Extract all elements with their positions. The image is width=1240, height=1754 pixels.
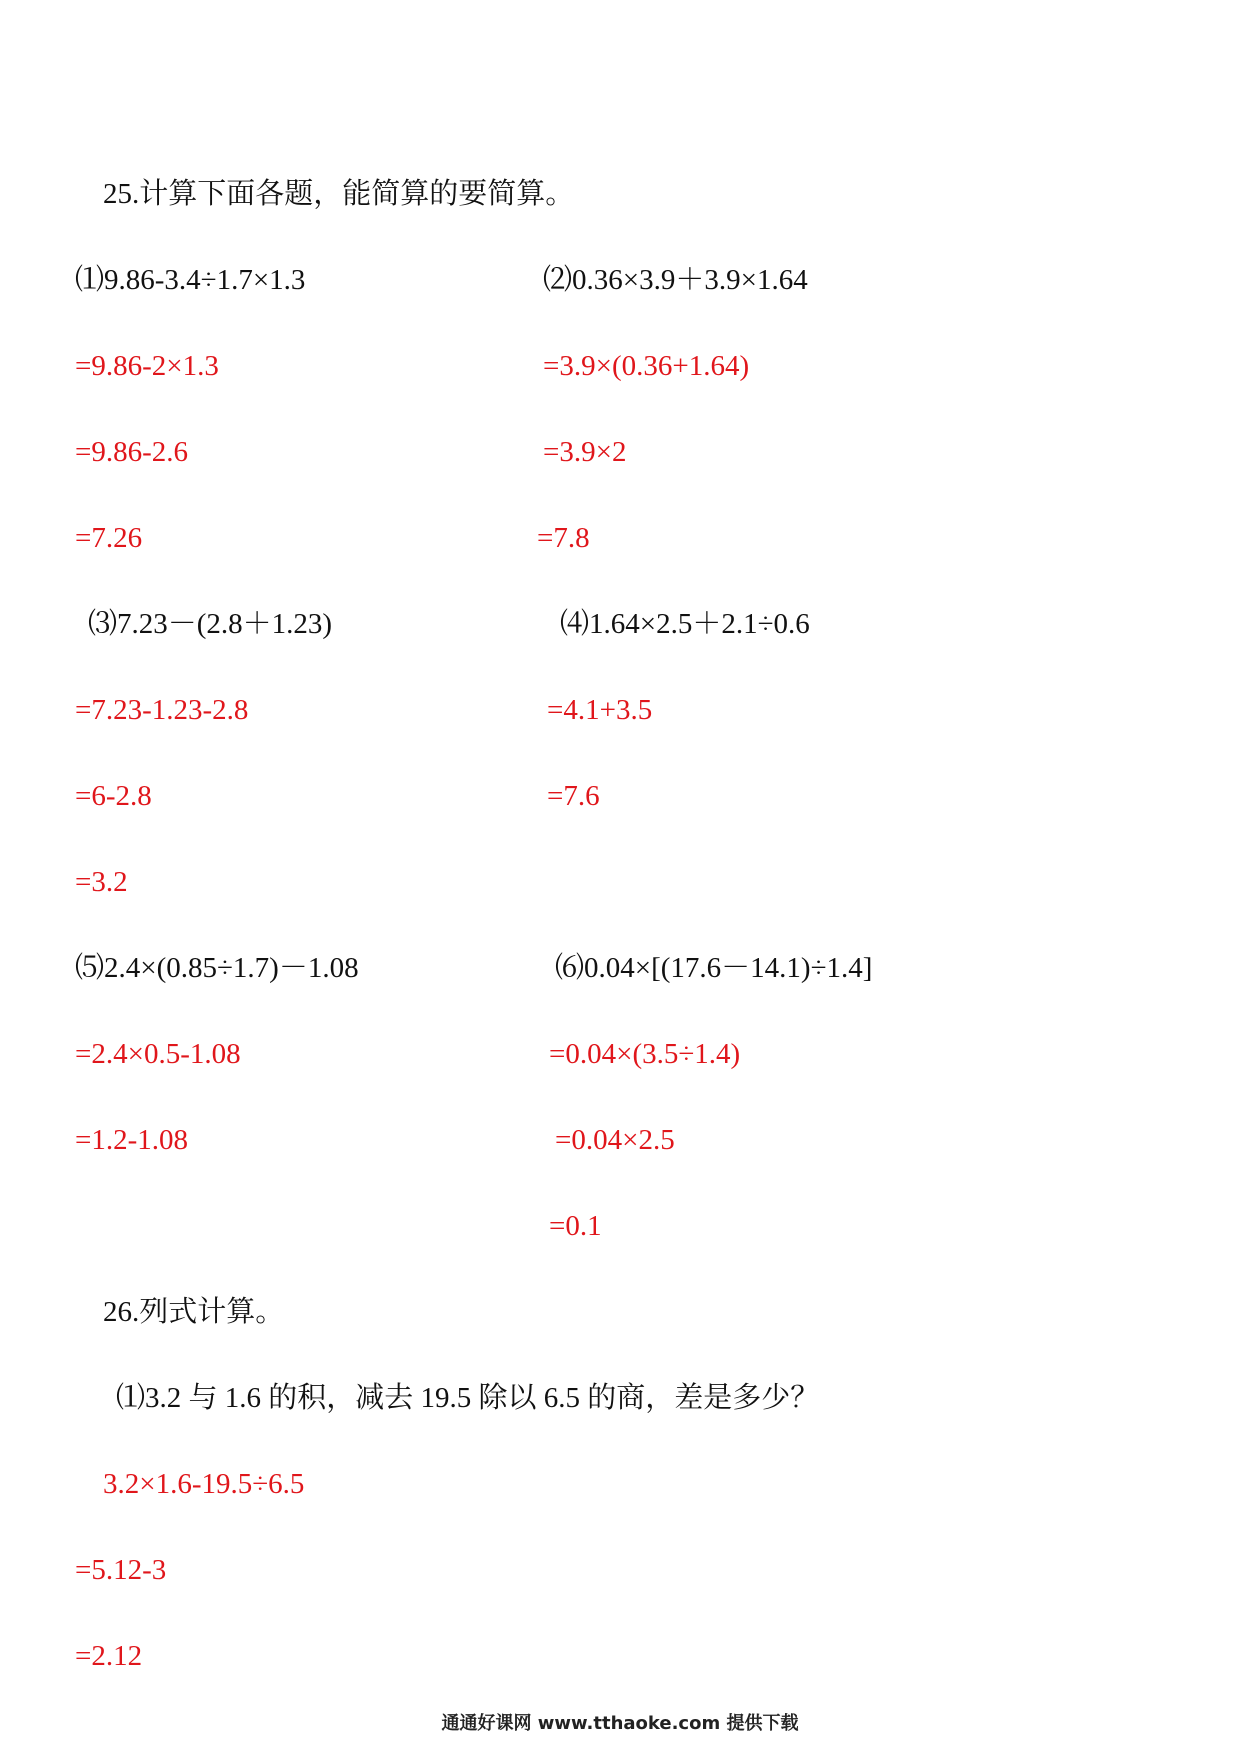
problem-6-step-3: =0.1 (549, 1210, 602, 1242)
footer-source: 通通好课网 www.tthaoke.com 提供下载 (441, 1713, 799, 1734)
problem-26-1-step-3: =2.12 (75, 1640, 143, 1672)
problem-3-step-3: =3.2 (75, 866, 128, 898)
problem-3-step-2: =6-2.8 (75, 780, 152, 812)
problem-1-step-1: =9.86-2×1.3 (75, 350, 219, 382)
problem-5-question: ⑸2.4×(0.85÷1.7)－1.08 (75, 952, 359, 984)
problem-6-step-2: =0.04×2.5 (555, 1124, 675, 1156)
problem-2-step-3: =7.8 (537, 522, 590, 554)
problem-5-step-1: =2.4×0.5-1.08 (75, 1038, 241, 1070)
section-26-heading: 26.列式计算。 (103, 1296, 285, 1328)
problem-2-question: ⑵0.36×3.9＋3.9×1.64 (543, 264, 808, 296)
problem-4-question: ⑷1.64×2.5＋2.1÷0.6 (560, 608, 810, 640)
problem-2-step-1: =3.9×(0.36+1.64) (543, 350, 750, 382)
problem-4-step-1: =4.1+3.5 (547, 694, 653, 726)
problem-3-question: ⑶7.23－(2.8＋1.23) (88, 608, 333, 640)
problem-3-step-1: =7.23-1.23-2.8 (75, 694, 249, 726)
problem-1-step-3: =7.26 (75, 522, 143, 554)
problem-4-step-2: =7.6 (547, 780, 600, 812)
problem-6-question: ⑹0.04×[(17.6－14.1)÷1.4] (555, 952, 873, 984)
problem-26-1-step-1: 3.2×1.6-19.5÷6.5 (103, 1468, 305, 1500)
problem-5-step-2: =1.2-1.08 (75, 1124, 189, 1156)
problem-2-step-2: =3.9×2 (543, 436, 627, 468)
section-25-heading: 25.计算下面各题，能简算的要简算。 (103, 178, 575, 210)
problem-1-step-2: =9.86-2.6 (75, 436, 189, 468)
problem-6-step-1: =0.04×(3.5÷1.4) (549, 1038, 741, 1070)
problem-1-question: ⑴9.86-3.4÷1.7×1.3 (75, 264, 306, 296)
problem-26-1-step-2: =5.12-3 (75, 1554, 167, 1586)
problem-26-1-question: ⑴3.2 与 1.6 的积，减去 19.5 除以 6.5 的商，差是多少？ (116, 1382, 820, 1414)
